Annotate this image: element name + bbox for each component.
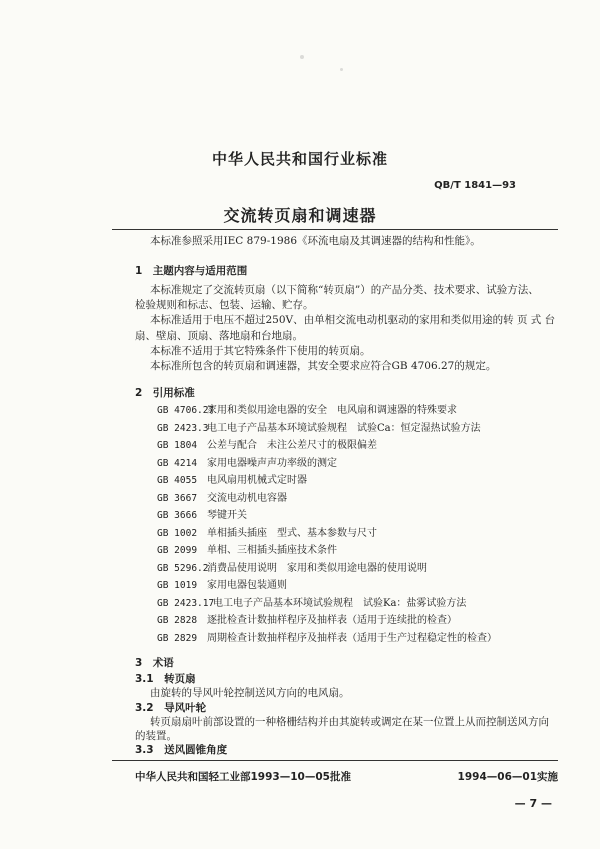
- reference-item: GB 3667 交流电动机电容器: [157, 492, 287, 504]
- section-3-3-heading: 3.3 送风圆锥角度: [135, 744, 228, 756]
- reference-item: GB 3666 琴键开关: [157, 510, 247, 521]
- section-1-p2-line1: 本标准适用于电压不超过250V、由单相交流电动机驱动的家用和类似用途的转 页 式 台: [150, 314, 556, 326]
- reference-item: GB 2423.3电工电子产品基本环境试验规程 试验Ca：恒定湿热试验方法: [157, 422, 481, 434]
- reference-item: GB 1019 家用电器包装通则: [157, 580, 287, 591]
- reference-item: GB 2828 逐批检查计数抽样程序及抽样表（适用于连续批的检查）: [157, 615, 457, 626]
- section-3-2-line2: 的装置。: [135, 730, 177, 742]
- page-number: — 7 —: [514, 797, 552, 810]
- section-1-p1-line1: 本标准规定了交流转页扇（以下简称“转页扇”）的产品分类、技术要求、试验方法、: [150, 284, 539, 296]
- approval-note: 中华人民共和国轻工业部1993—10—05批准: [135, 771, 351, 783]
- section-1-p1-line2: 检验规则和标志、包装、运输、贮存。: [135, 299, 314, 311]
- reference-item: GB 5296.2消费品使用说明 家用和类似用途电器的使用说明: [157, 562, 427, 574]
- intro-paragraph: 本标准参照采用IEC 879-1986《环流电扇及其调速器的结构和性能》。: [150, 235, 481, 247]
- section-3-2-heading: 3.2 导风叶轮: [135, 702, 207, 714]
- reference-item: GB 4214 家用电器噪声声功率级的测定: [157, 457, 337, 469]
- section-1-heading: 1 主题内容与适用范围: [135, 265, 248, 277]
- section-1-p3: 本标准不适用于其它特殊条件下使用的转页扇。: [150, 345, 371, 357]
- implementation-date: 1994—06—01实施: [457, 771, 558, 783]
- standard-name: 中华人民共和国行业标准: [211, 150, 388, 168]
- section-3-1-heading: 3.1 转页扇: [135, 673, 196, 685]
- reference-item: GB 1804 公差与配合 未注公差尺寸的极限偏差: [157, 440, 377, 451]
- section-3-1-text: 由旋转的导风叶轮控制送风方向的电风扇。: [150, 687, 350, 699]
- reference-item: GB 2423.17电工电子产品基本环境试验规程 试验Ka：盐雾试验方法: [157, 597, 467, 609]
- section-1-p2-line2: 扇、壁扇、顶扇、落地扇和台地扇。: [135, 330, 303, 342]
- section-3-2-line1: 转页扇扇叶前部设置的一种格栅结构并由其旋转或调定在某一位置上从而控制送风方向: [150, 716, 549, 728]
- section-2-heading: 2 引用标准: [135, 387, 195, 399]
- footer-divider: [112, 760, 558, 761]
- header-divider: [112, 229, 558, 230]
- scan-speck: [340, 68, 343, 71]
- section-3-heading: 3 术语: [135, 657, 174, 669]
- reference-item: GB 2099 单相、三相插头插座技术条件: [157, 545, 337, 556]
- section-1-p4: 本标准所包含的转页扇和调速器，其安全要求应符合GB 4706.27的规定。: [150, 360, 497, 372]
- reference-item: GB 1002 单相插头插座 型式、基本参数与尺寸: [157, 527, 377, 539]
- reference-item: GB 4706.27家用和类似用途电器的安全 电风扇和调速器的特殊要求: [157, 405, 457, 416]
- page-title: 交流转页扇和调速器: [223, 206, 377, 225]
- standard-code: QB/T 1841—93: [434, 180, 516, 191]
- scan-speck: [300, 55, 304, 59]
- reference-item: GB 2829 周期检查计数抽样程序及抽样表（适用于生产过程稳定性的检查）: [157, 632, 497, 644]
- reference-item: GB 4055 电风扇用机械式定时器: [157, 475, 307, 486]
